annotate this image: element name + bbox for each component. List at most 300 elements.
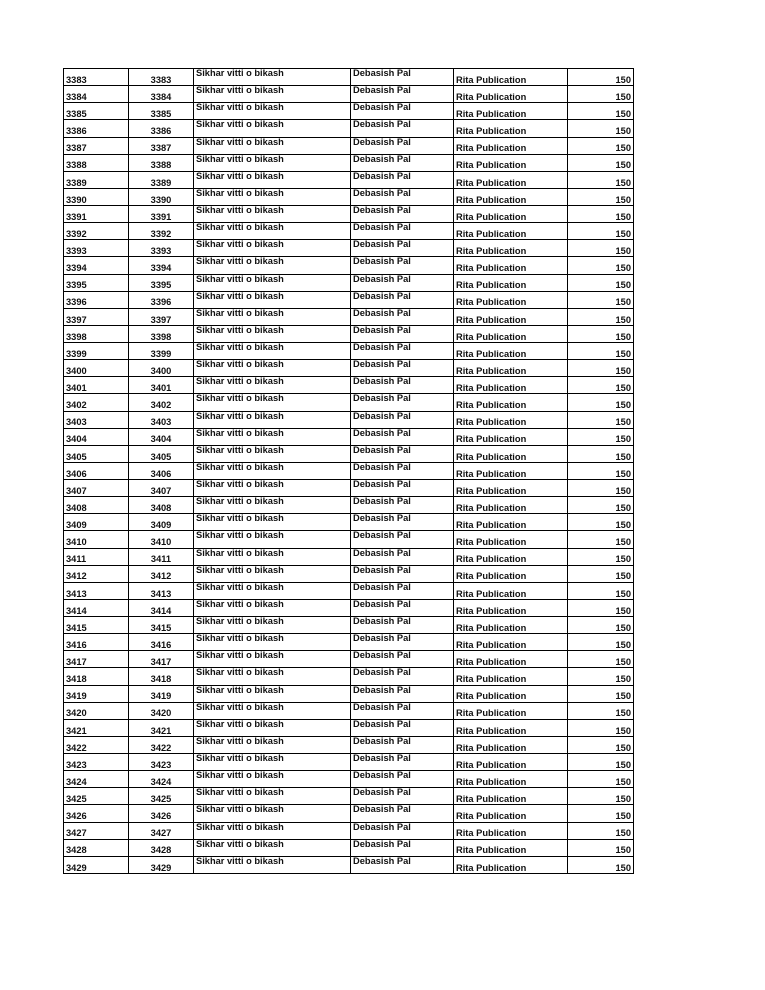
book-title-cell: Sikhar vitti o bikash [194, 839, 351, 856]
price-cell: 150 [568, 377, 634, 394]
price-cell: 150 [568, 685, 634, 702]
price-cell: 150 [568, 497, 634, 514]
serial-number-cell: 3383 [64, 69, 129, 86]
serial-number-cell: 3394 [64, 257, 129, 274]
publisher-cell: Rita Publication [454, 497, 568, 514]
price-cell: 150 [568, 702, 634, 719]
accession-number-cell: 3422 [129, 736, 194, 753]
publisher-cell: Rita Publication [454, 462, 568, 479]
accession-number-cell: 3412 [129, 565, 194, 582]
price-cell: 150 [568, 223, 634, 240]
table-row [64, 702, 634, 719]
table-row [64, 257, 634, 274]
accession-number-cell: 3402 [129, 394, 194, 411]
publisher-cell: Rita Publication [454, 599, 568, 616]
accession-number-cell: 3403 [129, 411, 194, 428]
table-row [64, 291, 634, 308]
price-cell: 150 [568, 822, 634, 839]
serial-number-cell: 3413 [64, 582, 129, 599]
accession-number-cell: 3413 [129, 582, 194, 599]
accession-number-cell: 3384 [129, 86, 194, 103]
book-title-cell: Sikhar vitti o bikash [194, 428, 351, 445]
serial-number-cell: 3425 [64, 788, 129, 805]
serial-number-cell: 3388 [64, 154, 129, 171]
publisher-cell: Rita Publication [454, 103, 568, 120]
accession-number-cell: 3404 [129, 428, 194, 445]
serial-number-cell: 3405 [64, 445, 129, 462]
book-title-cell: Sikhar vitti o bikash [194, 86, 351, 103]
table-row [64, 856, 634, 873]
price-cell: 150 [568, 480, 634, 497]
publisher-cell: Rita Publication [454, 377, 568, 394]
price-cell: 150 [568, 154, 634, 171]
accession-number-cell: 3386 [129, 120, 194, 137]
author-cell: Debasish Pal [351, 325, 454, 342]
author-cell: Debasish Pal [351, 171, 454, 188]
price-cell: 150 [568, 719, 634, 736]
serial-number-cell: 3389 [64, 171, 129, 188]
publisher-cell: Rita Publication [454, 69, 568, 86]
book-title-cell: Sikhar vitti o bikash [194, 120, 351, 137]
author-cell: Debasish Pal [351, 154, 454, 171]
accession-number-cell: 3397 [129, 308, 194, 325]
book-title-cell: Sikhar vitti o bikash [194, 377, 351, 394]
book-title-cell: Sikhar vitti o bikash [194, 548, 351, 565]
price-cell: 150 [568, 206, 634, 223]
serial-number-cell: 3409 [64, 514, 129, 531]
accession-number-cell: 3396 [129, 291, 194, 308]
author-cell: Debasish Pal [351, 103, 454, 120]
book-title-cell: Sikhar vitti o bikash [194, 719, 351, 736]
author-cell: Debasish Pal [351, 599, 454, 616]
author-cell: Debasish Pal [351, 514, 454, 531]
publisher-cell: Rita Publication [454, 514, 568, 531]
publisher-cell: Rita Publication [454, 651, 568, 668]
price-cell: 150 [568, 856, 634, 873]
publisher-cell: Rita Publication [454, 223, 568, 240]
table-row [64, 617, 634, 634]
book-title-cell: Sikhar vitti o bikash [194, 736, 351, 753]
author-cell: Debasish Pal [351, 736, 454, 753]
table-row [64, 805, 634, 822]
publisher-cell: Rita Publication [454, 805, 568, 822]
serial-number-cell: 3419 [64, 685, 129, 702]
author-cell: Debasish Pal [351, 822, 454, 839]
table-row [64, 685, 634, 702]
table-row [64, 69, 634, 86]
price-cell: 150 [568, 651, 634, 668]
publisher-cell: Rita Publication [454, 736, 568, 753]
author-cell: Debasish Pal [351, 462, 454, 479]
serial-number-cell: 3408 [64, 497, 129, 514]
book-title-cell: Sikhar vitti o bikash [194, 394, 351, 411]
serial-number-cell: 3406 [64, 462, 129, 479]
book-title-cell: Sikhar vitti o bikash [194, 291, 351, 308]
table-row [64, 325, 634, 342]
serial-number-cell: 3407 [64, 480, 129, 497]
serial-number-cell: 3404 [64, 428, 129, 445]
table-row [64, 668, 634, 685]
serial-number-cell: 3418 [64, 668, 129, 685]
publisher-cell: Rita Publication [454, 325, 568, 342]
author-cell: Debasish Pal [351, 120, 454, 137]
accession-number-cell: 3428 [129, 839, 194, 856]
book-title-cell: Sikhar vitti o bikash [194, 257, 351, 274]
book-title-cell: Sikhar vitti o bikash [194, 171, 351, 188]
book-title-cell: Sikhar vitti o bikash [194, 103, 351, 120]
accession-number-cell: 3393 [129, 240, 194, 257]
accession-number-cell: 3383 [129, 69, 194, 86]
accession-number-cell: 3416 [129, 634, 194, 651]
accession-number-cell: 3391 [129, 206, 194, 223]
price-cell: 150 [568, 171, 634, 188]
book-title-cell: Sikhar vitti o bikash [194, 788, 351, 805]
serial-number-cell: 3392 [64, 223, 129, 240]
publisher-cell: Rita Publication [454, 548, 568, 565]
book-title-cell: Sikhar vitti o bikash [194, 531, 351, 548]
author-cell: Debasish Pal [351, 788, 454, 805]
table-row [64, 582, 634, 599]
accession-number-cell: 3429 [129, 856, 194, 873]
publisher-cell: Rita Publication [454, 240, 568, 257]
publisher-cell: Rita Publication [454, 702, 568, 719]
book-title-cell: Sikhar vitti o bikash [194, 343, 351, 360]
book-title-cell: Sikhar vitti o bikash [194, 240, 351, 257]
publisher-cell: Rita Publication [454, 685, 568, 702]
accession-number-cell: 3409 [129, 514, 194, 531]
book-title-cell: Sikhar vitti o bikash [194, 805, 351, 822]
table-row [64, 548, 634, 565]
table-row [64, 754, 634, 771]
accession-number-cell: 3420 [129, 702, 194, 719]
accession-number-cell: 3387 [129, 137, 194, 154]
accession-number-cell: 3398 [129, 325, 194, 342]
author-cell: Debasish Pal [351, 805, 454, 822]
book-records-body [64, 69, 634, 874]
price-cell: 150 [568, 428, 634, 445]
publisher-cell: Rita Publication [454, 171, 568, 188]
records-sheet [63, 68, 633, 874]
book-title-cell: Sikhar vitti o bikash [194, 462, 351, 479]
author-cell: Debasish Pal [351, 856, 454, 873]
author-cell: Debasish Pal [351, 343, 454, 360]
price-cell: 150 [568, 137, 634, 154]
price-cell: 150 [568, 394, 634, 411]
publisher-cell: Rita Publication [454, 343, 568, 360]
accession-number-cell: 3408 [129, 497, 194, 514]
accession-number-cell: 3423 [129, 754, 194, 771]
author-cell: Debasish Pal [351, 394, 454, 411]
publisher-cell: Rita Publication [454, 480, 568, 497]
price-cell: 150 [568, 360, 634, 377]
serial-number-cell: 3396 [64, 291, 129, 308]
publisher-cell: Rita Publication [454, 291, 568, 308]
author-cell: Debasish Pal [351, 565, 454, 582]
book-title-cell: Sikhar vitti o bikash [194, 651, 351, 668]
price-cell: 150 [568, 325, 634, 342]
table-row [64, 531, 634, 548]
serial-number-cell: 3411 [64, 548, 129, 565]
serial-number-cell: 3397 [64, 308, 129, 325]
table-row [64, 86, 634, 103]
book-title-cell: Sikhar vitti o bikash [194, 223, 351, 240]
accession-number-cell: 3392 [129, 223, 194, 240]
table-row [64, 634, 634, 651]
serial-number-cell: 3429 [64, 856, 129, 873]
accession-number-cell: 3394 [129, 257, 194, 274]
table-row [64, 462, 634, 479]
table-row [64, 137, 634, 154]
table-row [64, 120, 634, 137]
table-row [64, 651, 634, 668]
author-cell: Debasish Pal [351, 274, 454, 291]
author-cell: Debasish Pal [351, 291, 454, 308]
accession-number-cell: 3395 [129, 274, 194, 291]
table-row [64, 839, 634, 856]
price-cell: 150 [568, 308, 634, 325]
author-cell: Debasish Pal [351, 223, 454, 240]
table-row [64, 171, 634, 188]
serial-number-cell: 3386 [64, 120, 129, 137]
publisher-cell: Rita Publication [454, 634, 568, 651]
accession-number-cell: 3426 [129, 805, 194, 822]
book-records-table [63, 68, 634, 874]
author-cell: Debasish Pal [351, 617, 454, 634]
table-row [64, 599, 634, 616]
serial-number-cell: 3412 [64, 565, 129, 582]
accession-number-cell: 3406 [129, 462, 194, 479]
author-cell: Debasish Pal [351, 69, 454, 86]
publisher-cell: Rita Publication [454, 394, 568, 411]
book-title-cell: Sikhar vitti o bikash [194, 754, 351, 771]
accession-number-cell: 3410 [129, 531, 194, 548]
accession-number-cell: 3421 [129, 719, 194, 736]
table-row [64, 274, 634, 291]
accession-number-cell: 3424 [129, 771, 194, 788]
serial-number-cell: 3427 [64, 822, 129, 839]
price-cell: 150 [568, 531, 634, 548]
accession-number-cell: 3415 [129, 617, 194, 634]
price-cell: 150 [568, 788, 634, 805]
table-row [64, 788, 634, 805]
accession-number-cell: 3401 [129, 377, 194, 394]
serial-number-cell: 3420 [64, 702, 129, 719]
publisher-cell: Rita Publication [454, 428, 568, 445]
price-cell: 150 [568, 291, 634, 308]
table-row [64, 497, 634, 514]
table-row [64, 480, 634, 497]
author-cell: Debasish Pal [351, 480, 454, 497]
serial-number-cell: 3403 [64, 411, 129, 428]
book-title-cell: Sikhar vitti o bikash [194, 69, 351, 86]
accession-number-cell: 3425 [129, 788, 194, 805]
serial-number-cell: 3410 [64, 531, 129, 548]
author-cell: Debasish Pal [351, 188, 454, 205]
book-title-cell: Sikhar vitti o bikash [194, 154, 351, 171]
accession-number-cell: 3400 [129, 360, 194, 377]
price-cell: 150 [568, 69, 634, 86]
book-title-cell: Sikhar vitti o bikash [194, 137, 351, 154]
price-cell: 150 [568, 274, 634, 291]
table-row [64, 771, 634, 788]
serial-number-cell: 3426 [64, 805, 129, 822]
book-title-cell: Sikhar vitti o bikash [194, 514, 351, 531]
book-title-cell: Sikhar vitti o bikash [194, 702, 351, 719]
author-cell: Debasish Pal [351, 360, 454, 377]
publisher-cell: Rita Publication [454, 257, 568, 274]
author-cell: Debasish Pal [351, 445, 454, 462]
publisher-cell: Rita Publication [454, 582, 568, 599]
author-cell: Debasish Pal [351, 685, 454, 702]
publisher-cell: Rita Publication [454, 565, 568, 582]
serial-number-cell: 3387 [64, 137, 129, 154]
serial-number-cell: 3423 [64, 754, 129, 771]
accession-number-cell: 3417 [129, 651, 194, 668]
publisher-cell: Rita Publication [454, 411, 568, 428]
serial-number-cell: 3417 [64, 651, 129, 668]
price-cell: 150 [568, 599, 634, 616]
book-title-cell: Sikhar vitti o bikash [194, 411, 351, 428]
accession-number-cell: 3418 [129, 668, 194, 685]
accession-number-cell: 3399 [129, 343, 194, 360]
book-title-cell: Sikhar vitti o bikash [194, 188, 351, 205]
publisher-cell: Rita Publication [454, 445, 568, 462]
serial-number-cell: 3414 [64, 599, 129, 616]
table-row [64, 360, 634, 377]
price-cell: 150 [568, 565, 634, 582]
price-cell: 150 [568, 754, 634, 771]
table-row [64, 308, 634, 325]
publisher-cell: Rita Publication [454, 617, 568, 634]
serial-number-cell: 3395 [64, 274, 129, 291]
publisher-cell: Rita Publication [454, 788, 568, 805]
book-title-cell: Sikhar vitti o bikash [194, 856, 351, 873]
author-cell: Debasish Pal [351, 582, 454, 599]
serial-number-cell: 3391 [64, 206, 129, 223]
serial-number-cell: 3385 [64, 103, 129, 120]
publisher-cell: Rita Publication [454, 531, 568, 548]
table-row [64, 377, 634, 394]
price-cell: 150 [568, 514, 634, 531]
price-cell: 150 [568, 257, 634, 274]
publisher-cell: Rita Publication [454, 668, 568, 685]
book-title-cell: Sikhar vitti o bikash [194, 308, 351, 325]
price-cell: 150 [568, 582, 634, 599]
serial-number-cell: 3415 [64, 617, 129, 634]
table-row [64, 736, 634, 753]
book-title-cell: Sikhar vitti o bikash [194, 634, 351, 651]
book-title-cell: Sikhar vitti o bikash [194, 771, 351, 788]
author-cell: Debasish Pal [351, 754, 454, 771]
author-cell: Debasish Pal [351, 651, 454, 668]
author-cell: Debasish Pal [351, 137, 454, 154]
author-cell: Debasish Pal [351, 206, 454, 223]
accession-number-cell: 3427 [129, 822, 194, 839]
price-cell: 150 [568, 634, 634, 651]
table-row [64, 565, 634, 582]
book-title-cell: Sikhar vitti o bikash [194, 360, 351, 377]
publisher-cell: Rita Publication [454, 274, 568, 291]
serial-number-cell: 3401 [64, 377, 129, 394]
author-cell: Debasish Pal [351, 377, 454, 394]
price-cell: 150 [568, 771, 634, 788]
publisher-cell: Rita Publication [454, 839, 568, 856]
publisher-cell: Rita Publication [454, 856, 568, 873]
price-cell: 150 [568, 103, 634, 120]
price-cell: 150 [568, 411, 634, 428]
table-row [64, 411, 634, 428]
price-cell: 150 [568, 445, 634, 462]
table-row [64, 428, 634, 445]
table-row [64, 514, 634, 531]
book-title-cell: Sikhar vitti o bikash [194, 822, 351, 839]
book-title-cell: Sikhar vitti o bikash [194, 445, 351, 462]
author-cell: Debasish Pal [351, 257, 454, 274]
book-title-cell: Sikhar vitti o bikash [194, 565, 351, 582]
publisher-cell: Rita Publication [454, 86, 568, 103]
author-cell: Debasish Pal [351, 86, 454, 103]
price-cell: 150 [568, 86, 634, 103]
serial-number-cell: 3390 [64, 188, 129, 205]
accession-number-cell: 3385 [129, 103, 194, 120]
serial-number-cell: 3399 [64, 343, 129, 360]
author-cell: Debasish Pal [351, 634, 454, 651]
table-row [64, 719, 634, 736]
book-title-cell: Sikhar vitti o bikash [194, 599, 351, 616]
author-cell: Debasish Pal [351, 839, 454, 856]
serial-number-cell: 3402 [64, 394, 129, 411]
book-title-cell: Sikhar vitti o bikash [194, 325, 351, 342]
serial-number-cell: 3422 [64, 736, 129, 753]
price-cell: 150 [568, 617, 634, 634]
publisher-cell: Rita Publication [454, 154, 568, 171]
price-cell: 150 [568, 188, 634, 205]
author-cell: Debasish Pal [351, 771, 454, 788]
publisher-cell: Rita Publication [454, 822, 568, 839]
accession-number-cell: 3414 [129, 599, 194, 616]
author-cell: Debasish Pal [351, 240, 454, 257]
table-row [64, 103, 634, 120]
price-cell: 150 [568, 805, 634, 822]
price-cell: 150 [568, 839, 634, 856]
price-cell: 150 [568, 120, 634, 137]
table-row [64, 188, 634, 205]
serial-number-cell: 3428 [64, 839, 129, 856]
price-cell: 150 [568, 462, 634, 479]
price-cell: 150 [568, 548, 634, 565]
author-cell: Debasish Pal [351, 308, 454, 325]
accession-number-cell: 3411 [129, 548, 194, 565]
serial-number-cell: 3421 [64, 719, 129, 736]
publisher-cell: Rita Publication [454, 188, 568, 205]
publisher-cell: Rita Publication [454, 120, 568, 137]
table-row [64, 240, 634, 257]
book-title-cell: Sikhar vitti o bikash [194, 685, 351, 702]
serial-number-cell: 3416 [64, 634, 129, 651]
price-cell: 150 [568, 240, 634, 257]
accession-number-cell: 3419 [129, 685, 194, 702]
book-title-cell: Sikhar vitti o bikash [194, 668, 351, 685]
book-title-cell: Sikhar vitti o bikash [194, 582, 351, 599]
serial-number-cell: 3400 [64, 360, 129, 377]
author-cell: Debasish Pal [351, 719, 454, 736]
author-cell: Debasish Pal [351, 411, 454, 428]
table-row [64, 822, 634, 839]
price-cell: 150 [568, 343, 634, 360]
publisher-cell: Rita Publication [454, 754, 568, 771]
publisher-cell: Rita Publication [454, 206, 568, 223]
author-cell: Debasish Pal [351, 531, 454, 548]
